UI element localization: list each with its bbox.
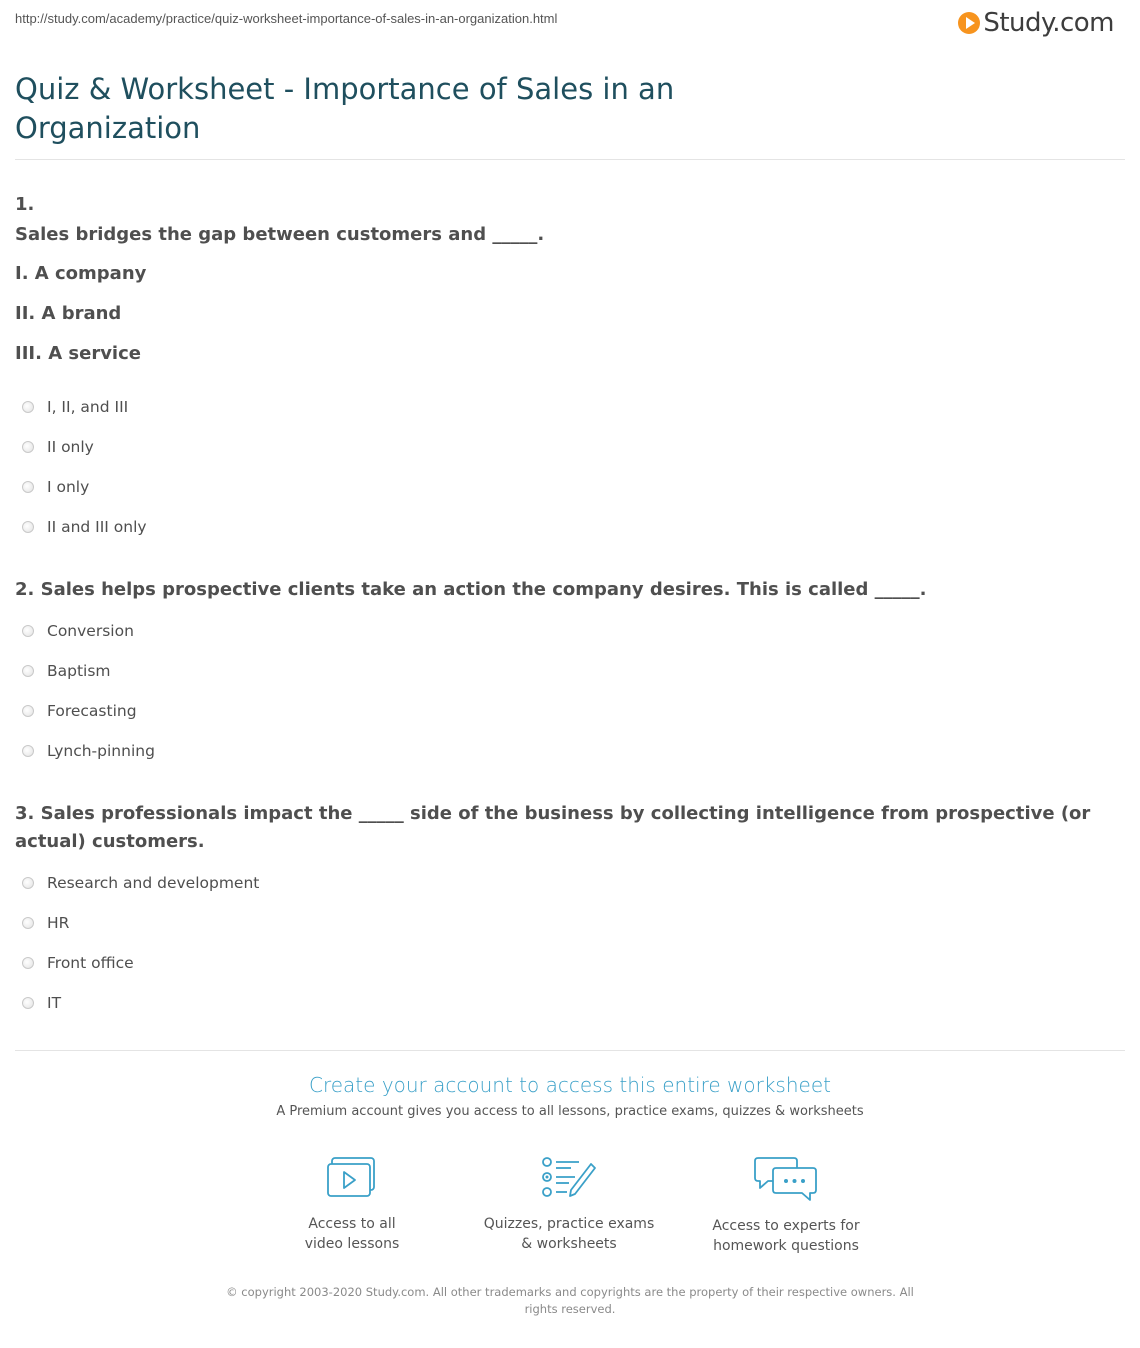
answer-option[interactable]	[22, 516, 147, 538]
radio-button[interactable]	[22, 665, 34, 677]
option-label: Conversion	[47, 622, 134, 640]
radio-button[interactable]	[22, 745, 34, 757]
option-label: II and III only	[47, 518, 147, 536]
feature-text-line: homework questions	[713, 1238, 859, 1254]
answer-option[interactable]	[22, 952, 134, 974]
answer-option[interactable]	[22, 992, 61, 1014]
question-1-statement: III. A service	[15, 343, 141, 364]
feature-text-line: Quizzes, practice exams	[483, 1216, 655, 1232]
option-label: HR	[47, 914, 70, 932]
play-logo-icon	[958, 12, 980, 34]
radio-button[interactable]	[22, 877, 34, 889]
option-label: II only	[47, 438, 94, 456]
question-1-number: 1.	[15, 194, 35, 215]
radio-button[interactable]	[22, 481, 34, 493]
radio-button[interactable]	[22, 705, 34, 717]
radio-button[interactable]	[22, 625, 34, 637]
option-label: Front office	[47, 954, 134, 972]
radio-button[interactable]	[22, 521, 34, 533]
option-label: Baptism	[47, 662, 111, 680]
option-label: IT	[47, 994, 62, 1012]
option-label: Lynch-pinning	[47, 742, 155, 760]
feature-text-line: & worksheets	[521, 1236, 617, 1252]
question-1-statement: II. A brand	[15, 303, 122, 324]
feature-quizzes	[459, 1156, 679, 1254]
feature-text-line: Access to all	[308, 1216, 396, 1232]
radio-button[interactable]	[22, 997, 34, 1009]
answer-option[interactable]	[22, 872, 259, 894]
radio-button[interactable]	[22, 401, 34, 413]
question-1-statement: I. A company	[15, 263, 147, 284]
radio-button[interactable]	[22, 957, 34, 969]
video-lessons-icon	[326, 1156, 378, 1200]
option-label: Forecasting	[47, 702, 137, 720]
answer-option[interactable]	[22, 436, 94, 458]
page-title: Quiz & Worksheet - Importance of Sales in an Organization	[15, 72, 675, 145]
question-2-text: 2. Sales helps prospective clients take an action the company desires. This is called _____.	[15, 579, 927, 600]
answer-option[interactable]	[22, 476, 89, 498]
answer-option[interactable]	[22, 740, 155, 762]
answer-option[interactable]	[22, 396, 128, 418]
question-3-text: 3. Sales professionals impact the _____ side of the business by collecting intelligence from prospective (or actual) customers.	[15, 803, 1091, 852]
page-url: http://study.com/academy/practice/quiz-worksheet-importance-of-sales-in-an-organization.html	[15, 11, 558, 26]
option-label: I, II, and III	[47, 398, 129, 416]
quiz-checklist-icon	[541, 1156, 597, 1200]
cta-subtitle: A Premium account gives you access to all lessons, practice exams, quizzes & worksheets	[276, 1104, 864, 1119]
title-divider	[15, 159, 1125, 160]
answer-option[interactable]	[22, 912, 69, 934]
option-label: Research and development	[47, 874, 260, 892]
study-logo[interactable]	[958, 8, 1114, 38]
radio-button[interactable]	[22, 917, 34, 929]
chat-bubbles-icon	[754, 1156, 818, 1202]
feature-text-line: video lessons	[304, 1236, 400, 1252]
create-account-link[interactable]: Create your account to access this entire worksheet	[309, 1073, 831, 1097]
option-label: I only	[47, 478, 90, 496]
radio-button[interactable]	[22, 441, 34, 453]
section-divider	[15, 1050, 1125, 1051]
feature-video-lessons	[242, 1156, 462, 1254]
answer-option[interactable]	[22, 660, 111, 682]
question-1-text: Sales bridges the gap between customers and _____.	[15, 224, 545, 245]
logo-text: Study.com	[983, 8, 1114, 38]
feature-experts	[676, 1156, 896, 1256]
answer-option[interactable]	[22, 620, 134, 642]
copyright-text: © copyright 2003-2020 Study.com. All other trademarks and copyrights are the property of their respective owners. All rights reserved.	[226, 1285, 914, 1316]
answer-option[interactable]	[22, 700, 137, 722]
feature-text-line: Access to experts for	[712, 1218, 860, 1234]
